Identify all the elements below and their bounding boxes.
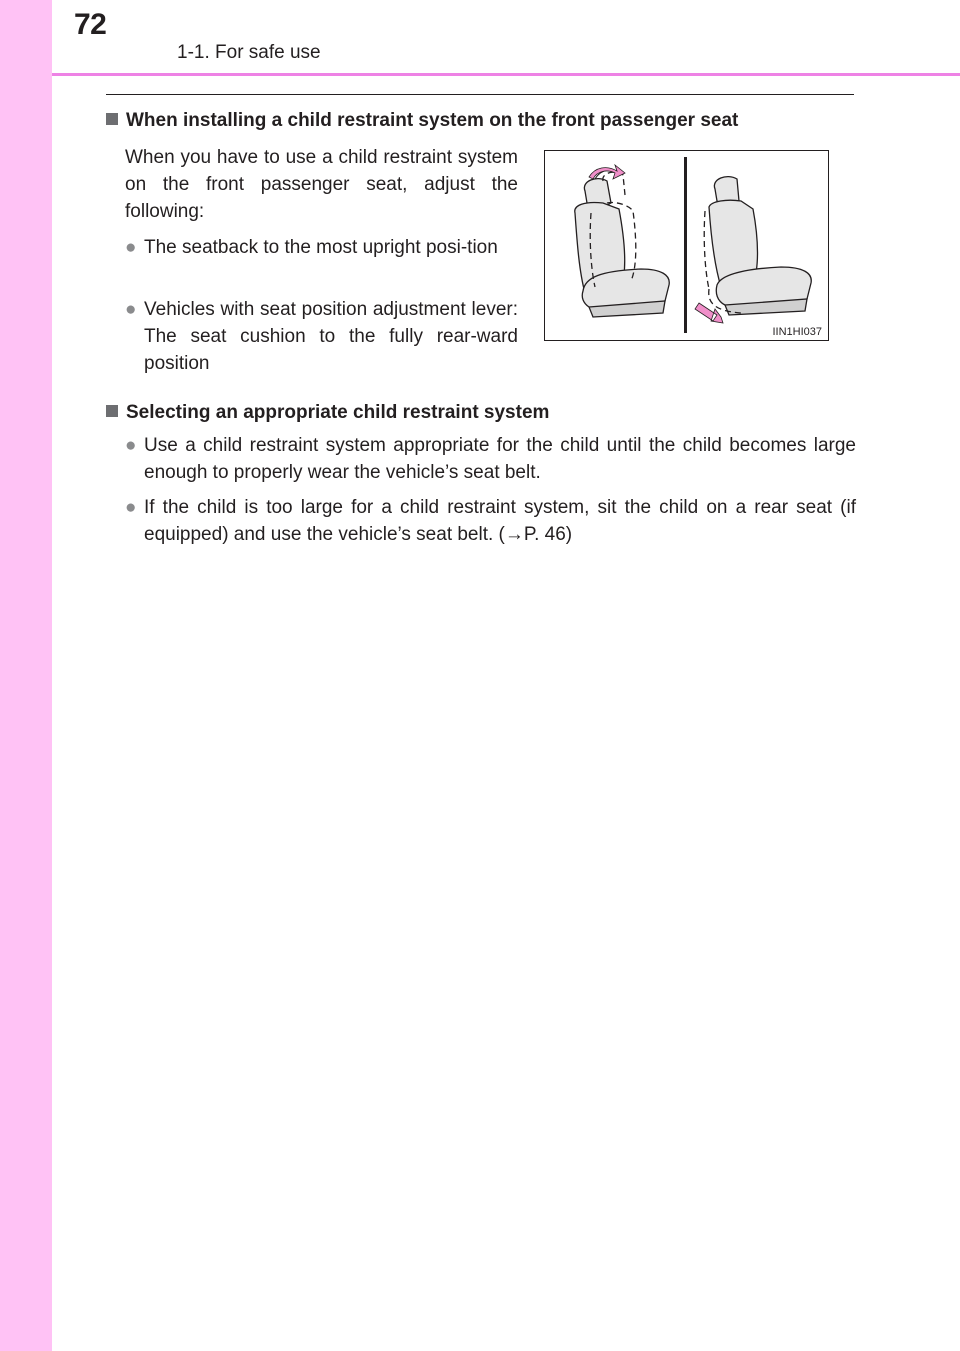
bullet-dot-icon: ● — [125, 497, 137, 518]
list-item — [125, 234, 518, 261]
list-item-text: The seatback to the most upright posi-tion — [144, 237, 498, 258]
square-bullet-icon — [106, 405, 118, 417]
list-item — [125, 432, 856, 486]
heading-selecting-child-restraint — [106, 402, 549, 424]
list-item-text: Use a child restraint system appropriate for the child until the child becomes large enough to properly wear the vehicle’s seat belt. — [144, 435, 856, 483]
list-item-text: Vehicles with seat position adjustment lever: The seat cushion to the fully rear-ward position — [144, 299, 518, 374]
section-label: 1-1. For safe use — [177, 42, 321, 63]
list-item-text: If the child is too large for a child restraint system, sit the child on a rear seat (if equipped) and use the vehicle’s seat belt. (→P. 46) — [144, 497, 856, 545]
bullet-dot-icon: ● — [125, 435, 137, 456]
heading-text: Selecting an appropriate child restraint system — [126, 402, 550, 423]
bullet-dot-icon: ● — [125, 299, 137, 320]
list-item — [125, 494, 856, 548]
square-bullet-icon — [106, 113, 118, 125]
side-color-band — [0, 0, 52, 1351]
seat-illustration — [545, 151, 828, 340]
bullet-dot-icon: ● — [125, 237, 137, 258]
page-header — [52, 0, 960, 74]
page-number: 72 — [74, 8, 107, 41]
figure-code: IIN1HI037 — [772, 326, 822, 338]
header-rule — [52, 73, 960, 76]
section-divider — [106, 94, 854, 95]
heading-text: When installing a child restraint system on the front passenger seat — [126, 110, 739, 131]
seat-adjustment-figure — [544, 150, 829, 341]
list-item — [125, 296, 518, 377]
intro-paragraph: When you have to use a child restraint system on the front passenger seat, adjust the following: — [125, 147, 518, 222]
heading-front-passenger-seat — [106, 110, 738, 132]
